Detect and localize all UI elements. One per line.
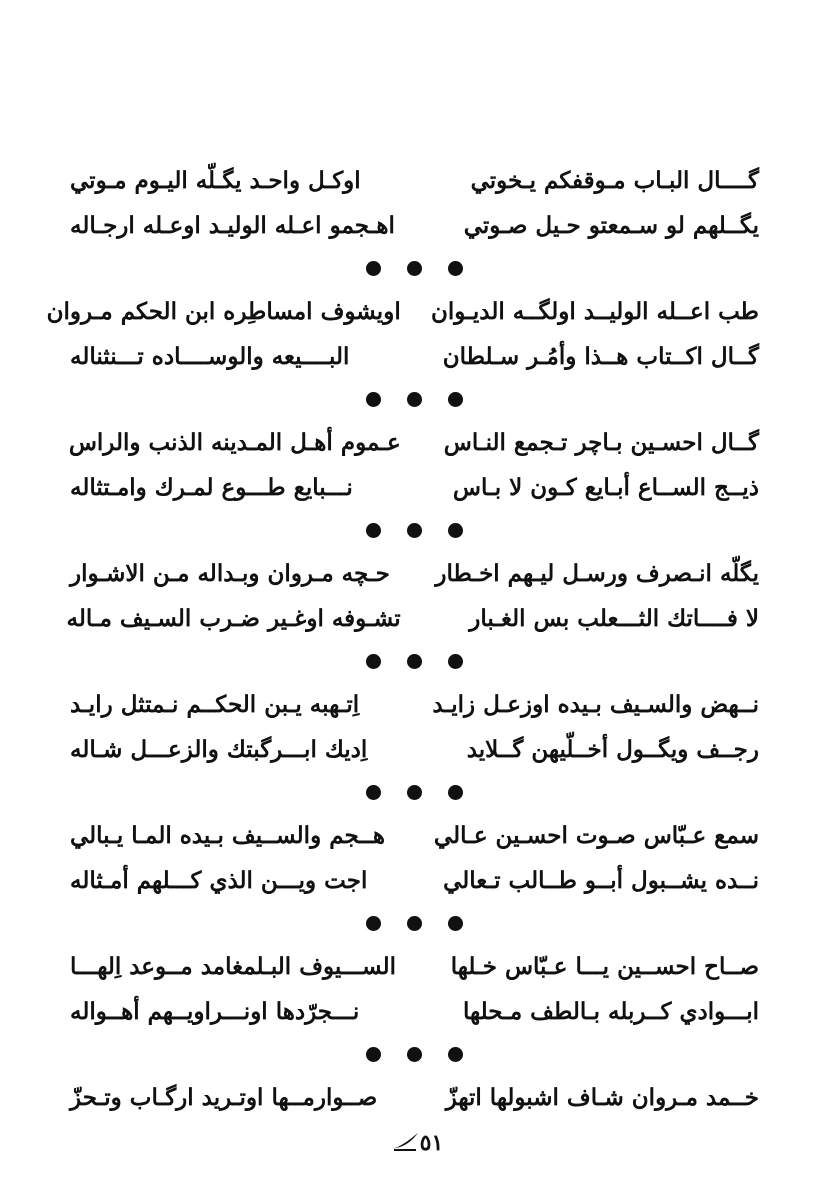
dot-icon — [448, 785, 463, 800]
three-dots-separator — [70, 903, 759, 944]
verse-line — [70, 682, 759, 727]
verse-line — [70, 944, 759, 989]
second-hemistich: البــــيعه والوســــاده تـــنثناله — [70, 343, 350, 370]
dot-icon — [407, 916, 422, 931]
verse-line — [70, 989, 759, 1034]
stanza — [70, 944, 759, 1034]
first-hemistich: لا فــــاتك الثـــعلب بس الغـبار — [469, 605, 759, 632]
second-hemistich: حـچه مـروان وبـداله مـن الاشـوار — [70, 560, 390, 587]
first-hemistich: ذيــج الســاع أبـايع كـون لا بـاس — [452, 474, 759, 501]
second-hemistich: صــوارمــها اوتـريد ارگـاب وتـحزّ — [70, 1084, 378, 1111]
verse-line — [70, 813, 759, 858]
first-hemistich: يگــلهم لو سـمعتو حـيل صـوتي — [463, 212, 759, 239]
three-dots-separator — [70, 1034, 759, 1075]
second-hemistich: اِتـهبه يـبن الحكــم نـمتثل رايـد — [70, 691, 360, 718]
dot-icon — [448, 392, 463, 407]
verse-line — [70, 1075, 759, 1120]
page-footer — [0, 1130, 829, 1157]
first-hemistich: طب اعــله الوليــد اولگــه الديـوان — [430, 298, 759, 325]
second-hemistich: اجت ويـــن الذي كـــلهم أمـثاله — [70, 867, 368, 894]
second-hemistich: نـــجرّدها اونـــراويــهم أهــواله — [70, 998, 360, 1025]
first-hemistich: نــده يشــبول أبــو طــالب تـعالي — [443, 867, 759, 894]
first-hemistich: گــــال البـاب مـوقفكم يـخوتي — [470, 167, 759, 194]
dot-icon — [448, 654, 463, 669]
second-hemistich: اهـجمو اعـله الوليـد اوعـله ارجـاله — [70, 212, 395, 239]
quill-icon — [390, 1131, 420, 1157]
first-hemistich: رجــف ويگــول أخــلّيهن گــلايد — [466, 736, 759, 763]
dot-icon — [448, 916, 463, 931]
second-hemistich: عـموم أهـل المـدينه الذنب والراس — [68, 429, 401, 456]
first-hemistich: ابـــوادي كــربله بـالطف مـحلها — [463, 998, 759, 1025]
three-dots-separator — [70, 248, 759, 289]
second-hemistich: الســـيوف البـلمغامد مــوعد اِلهـــا — [70, 953, 396, 980]
verse-line — [70, 334, 759, 379]
dot-icon — [407, 785, 422, 800]
stanza — [70, 420, 759, 510]
first-hemistich: نــهض والسـيف بـيده اوزعـل زايـد — [432, 691, 759, 718]
page-number: ٥١ — [419, 1130, 444, 1156]
dot-icon — [407, 261, 422, 276]
three-dots-separator — [70, 510, 759, 551]
second-hemistich: تشـوفه اوغـير ضـرب السـيف مـاله — [66, 605, 401, 632]
dot-icon — [366, 523, 381, 538]
stanza — [70, 158, 759, 248]
first-hemistich: خــمد مـروان شـاف اشبولها اتهزّ — [445, 1084, 759, 1111]
dot-icon — [366, 392, 381, 407]
second-hemistich: اويشوف امساطِره ابن الحكم مـروان — [46, 298, 401, 325]
verse-line — [46, 289, 759, 334]
dot-icon — [366, 261, 381, 276]
stanza — [70, 813, 759, 903]
three-dots-separator — [70, 379, 759, 420]
verse-line — [70, 727, 759, 772]
verse-line — [66, 596, 759, 641]
dot-icon — [366, 1047, 381, 1062]
dot-icon — [448, 261, 463, 276]
dot-icon — [407, 654, 422, 669]
second-hemistich: اوكـل واحـد يگـلّه اليـوم مـوتي — [70, 167, 361, 194]
verse-line — [70, 158, 759, 203]
three-dots-separator — [70, 641, 759, 682]
stanza — [70, 682, 759, 772]
verse-line — [70, 465, 759, 510]
stanza — [70, 1075, 759, 1120]
stanza — [66, 551, 759, 641]
poem — [46, 158, 759, 1120]
second-hemistich: هــجم والســيف بـيده المـا يـبالي — [70, 822, 385, 849]
dot-icon — [407, 1047, 422, 1062]
dot-icon — [407, 392, 422, 407]
verse-line — [70, 203, 759, 248]
dot-icon — [407, 523, 422, 538]
dot-icon — [448, 1047, 463, 1062]
first-hemistich: گــال احسـين بـاچر تـجمع النـاس — [443, 429, 759, 456]
second-hemistich: نـــبايع طـــوع لمـرك وامـتثاله — [70, 474, 353, 501]
verse-line — [70, 420, 759, 465]
first-hemistich: صــاح احســين يـــا عـبّاس خـلها — [450, 953, 759, 980]
three-dots-separator — [70, 772, 759, 813]
verse-line — [70, 551, 759, 596]
dot-icon — [366, 916, 381, 931]
dot-icon — [366, 654, 381, 669]
dot-icon — [366, 785, 381, 800]
first-hemistich: يگلّه انـصرف ورسـل ليـهم اخـطار — [435, 560, 759, 587]
second-hemistich: اِديك ابـــرگبتك والزعـــل شـاله — [70, 736, 368, 763]
stanza — [46, 289, 759, 379]
first-hemistich: گــال اكــتاب هــذا وأمُـر سـلطان — [442, 343, 759, 370]
dot-icon — [448, 523, 463, 538]
first-hemistich: سمع عـبّاس صـوت احسـين عـالي — [433, 822, 759, 849]
verse-line — [70, 858, 759, 903]
